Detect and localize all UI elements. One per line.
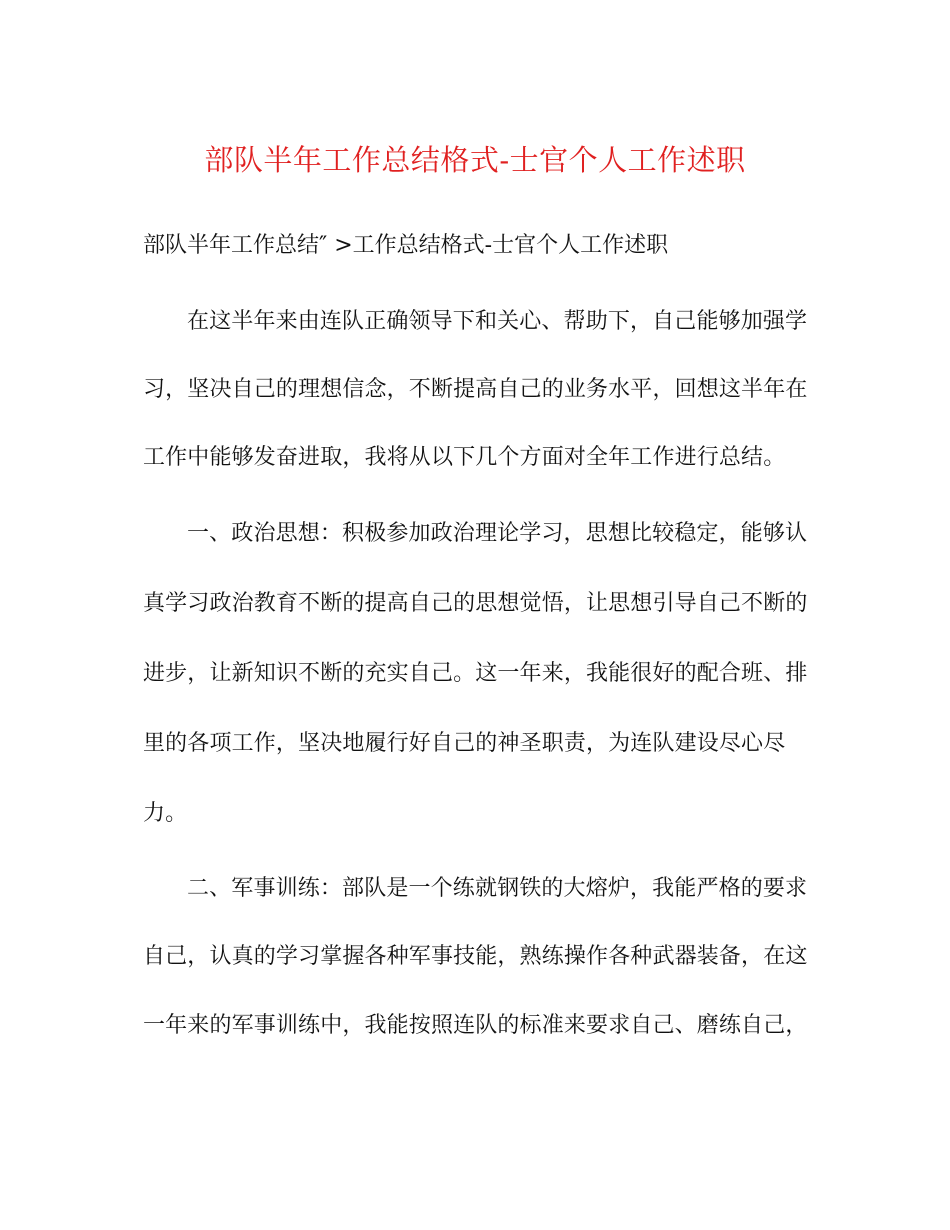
paragraph-2-line-1: 一、政治思想：积极参加政治理论学习，思想比较稳定，能够认 [187, 521, 808, 546]
document-title: 部队半年工作总结格式-士官个人工作述职 [204, 143, 746, 177]
paragraph-1-line-2: 习，坚决自己的理想信念，不断提高自己的业务水平，回想这半年在 [143, 377, 808, 402]
paragraph-3-line-3: 一年来的军事训练中，我能按照连队的标准来要求自己、磨练自己， [143, 1013, 808, 1038]
paragraph-2-line-2: 真学习政治教育不断的提高自己的思想觉悟，让思想引导自己不断的 [143, 591, 808, 616]
paragraph-1-line-3: 工作中能够发奋进取，我将从以下几个方面对全年工作进行总结。 [143, 445, 786, 470]
paragraph-3-line-2: 自己，认真的学习掌握各种军事技能，熟练操作各种武器装备，在这 [143, 944, 808, 969]
paragraph-3-line-1: 二、军事训练：部队是一个练就钢铁的大熔炉，我能严格的要求 [187, 876, 808, 901]
paragraph-1-line-1: 在这半年来由连队正确领导下和关心、帮助下，自己能够加强学 [187, 309, 808, 334]
paragraph-2-line-3: 进步，让新知识不断的充实自己。这一年来，我能很好的配合班、排 [143, 661, 808, 686]
document-subtitle: 部队半年工作总结″ >工作总结格式-士官个人工作述职 [143, 233, 669, 258]
paragraph-2-line-4: 里的各项工作，坚决地履行好自己的神圣职责，为连队建设尽心尽 [143, 731, 786, 756]
paragraph-2-line-5: 力。 [143, 801, 188, 826]
